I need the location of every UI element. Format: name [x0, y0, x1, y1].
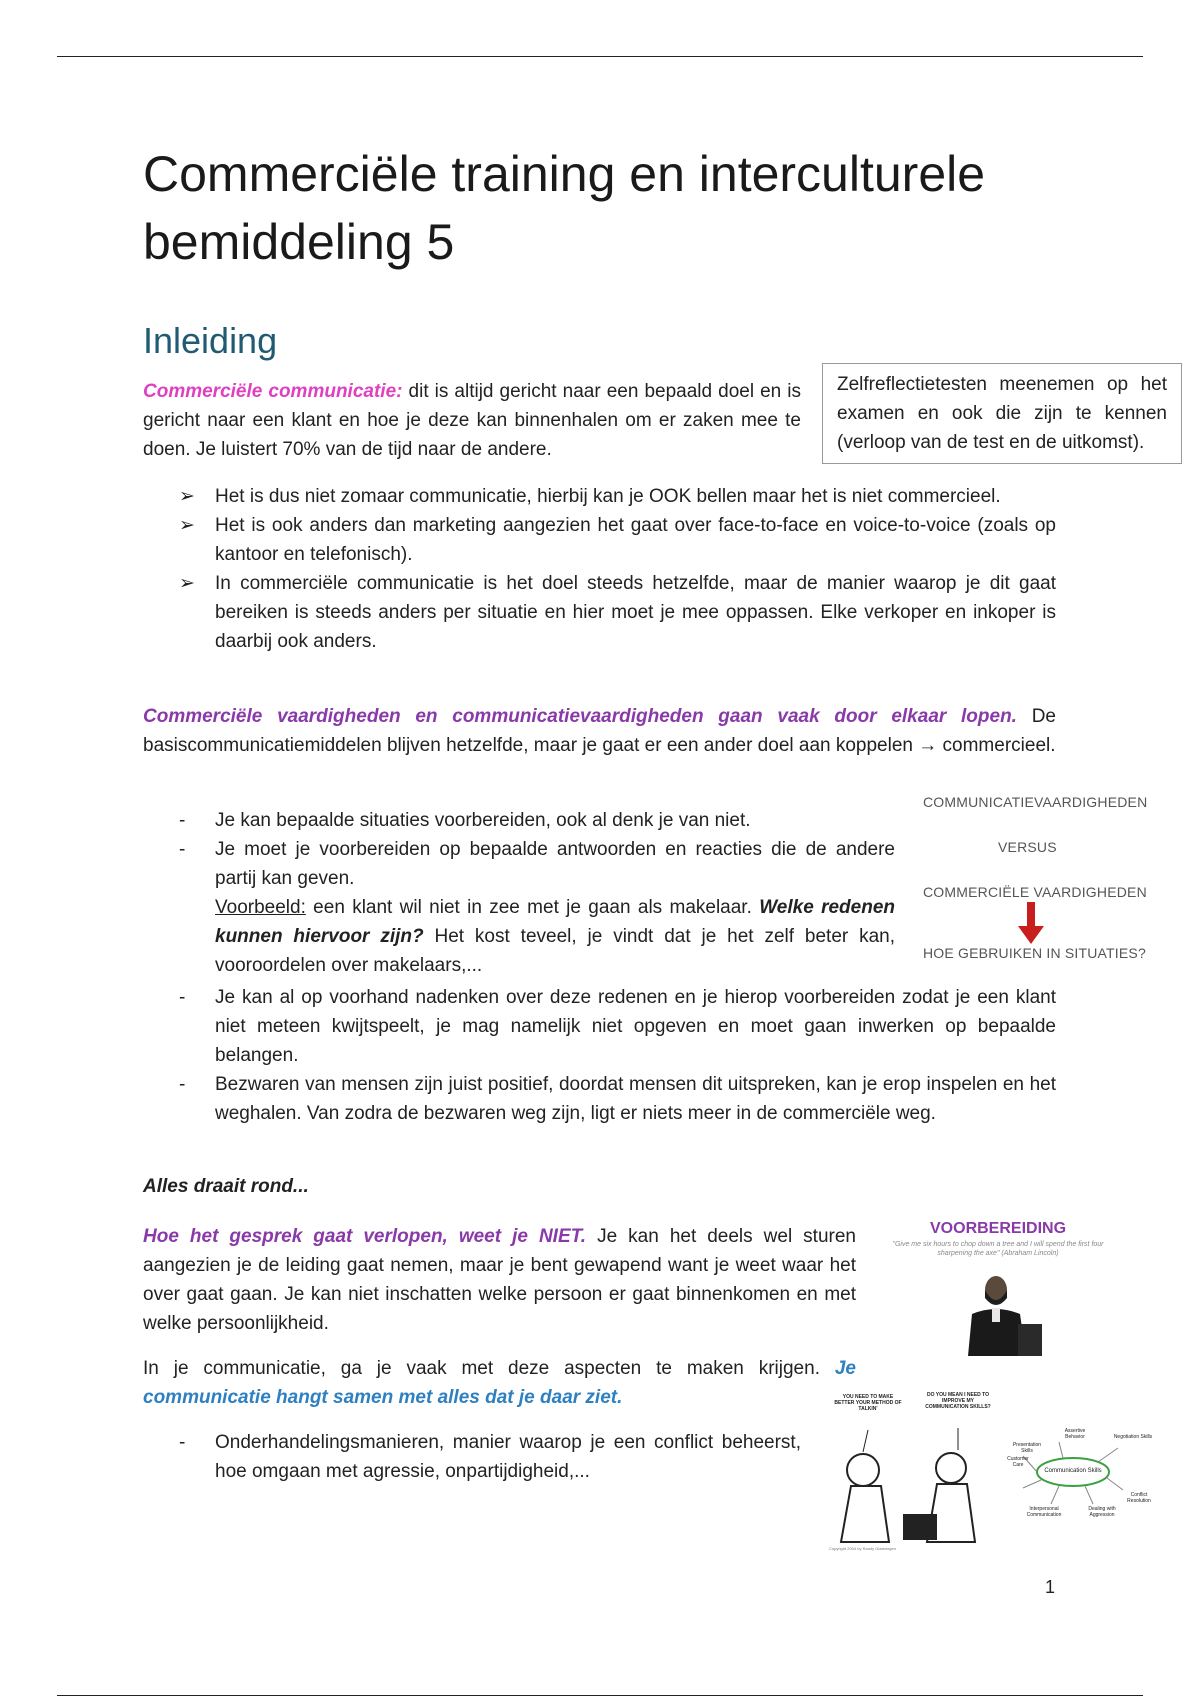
skills-text: De basiscommunicatiemiddelen blijven hetzelfde, maar je gaat er een ander doel aan koppelen → commercieel. — [143, 706, 1056, 756]
mindmap-node: Dealing with Aggression — [1088, 1506, 1116, 1518]
dash-bullet: - — [179, 1432, 186, 1453]
list-item: ➢ In commerciële communicatie is het doel steeds hetzelfde, maar de manier waarop je dit gaat bereiken is steeds anders per situatie en hier moet je mee oppassen. Elke verkoper en inkoper is daarbij ook anders. — [143, 569, 1056, 656]
example-label: Voorbeeld: — [215, 897, 306, 918]
top-rule — [57, 56, 1143, 57]
example-question: Welke redenen kunnen hiervoor zijn? — [215, 897, 895, 947]
mindmap-center: Communication Skills — [1044, 1468, 1102, 1474]
dash-bullet: - — [179, 1074, 186, 1095]
dash-list-b — [143, 983, 1056, 1128]
dash-bullet: - — [179, 810, 186, 831]
list-item: - Je kan bepaalde situaties voorbereiden, ook al denk je van niet. — [143, 806, 895, 835]
mindmap-node: Conflict Resolution — [1127, 1492, 1151, 1504]
down-arrow-icon — [1018, 902, 1044, 944]
voorbereiding-image — [878, 1218, 1118, 1358]
diagram-line-1: COMMUNICATIEVAARDIGHEDEN — [923, 794, 1148, 810]
diagram-line-4: HOE GEBRUIKEN IN SITUATIES? — [923, 945, 1146, 961]
list-item: - Je moet je voorbereiden op bepaalde antwoorden en reacties die de andere partij kan geven. Voorbeeld: een klant wil niet in zee met je gaan als makelaar. Welke redenen kunnen hiervoor zijn? Het kost teveel, je vindt dat je het zelf beter kan, vooroordelen over makelaars,... — [143, 835, 895, 980]
cartoon-bubble-2: DO YOU MEAN I NEED TO IMPROVE MY COMMUNICATION SKILLS? — [925, 1392, 991, 1410]
aspecten-highlight: Je communicatie hangt samen met alles dat je daar ziet. — [143, 1358, 856, 1408]
gesprek-paragraph — [143, 1222, 856, 1338]
section-heading: Inleiding — [143, 320, 278, 361]
list-item: ➢ Het is dus niet zomaar communicatie, hierbij kan je OOK bellen maar het is niet commercieel. — [143, 482, 1056, 511]
gesprek-heading: Hoe het gesprek gaat verlopen, weet je NIET. — [143, 1226, 587, 1247]
arrow-bullet-icon: ➢ — [179, 515, 195, 536]
cartoon-drawing — [823, 1392, 1163, 1557]
page-title: Commerciële training en interculturele bemiddeling 5 — [143, 146, 986, 270]
note-box: Zelfreflectietesten meenemen op het examen en ook die zijn te kennen (verloop van de test en de uitkomst). — [822, 363, 1182, 464]
voorbereiding-quote: "Give me six hours to chop down a tree and I will spend the first four sharpening the axe" (Abraham Lincoln) — [892, 1241, 1104, 1257]
dash-list-c — [143, 1428, 801, 1486]
gesprek-text: Je kan het deels wel sturen aangezien je de leiding gaat nemen, maar je bent gewapend want je weet waar het over gaat gaan. Je kan niet inschatten welke persoon er gaat binnenkomen en met welke persoonlijkheid. — [143, 1226, 856, 1334]
mindmap-node: Negotiation Skills — [1113, 1434, 1153, 1440]
skills-diagram — [905, 790, 1165, 970]
bottom-rule — [57, 1695, 1143, 1696]
mindmap-node: Assertive Behavior — [1064, 1428, 1086, 1440]
arrow-bullet-list — [143, 482, 1056, 656]
diagram-line-3: COMMERCIËLE VAARDIGHEDEN — [923, 884, 1147, 900]
cartoon-credit: Copyright 2004 by Randy Glasbergen — [829, 1546, 896, 1551]
dash-bullet: - — [179, 839, 186, 860]
communication-cartoon-image — [823, 1392, 1163, 1557]
cartoon-bubble-1: YOU NEED TO MAKE BETTER YOUR METHOD OF TALKIN' — [834, 1394, 902, 1412]
arrow-bullet-icon: ➢ — [179, 486, 195, 507]
aspecten-paragraph: In je communicatie, ga je vaak met deze aspecten te maken krijgen. Je communicatie hangt samen met alles dat je daar ziet. — [143, 1358, 856, 1408]
dash-list-a — [143, 806, 895, 980]
intro-text: dit is altijd gericht naar een bepaald doel en is gericht naar een klant en hoe je deze kan binnenhalen om er zaken mee te doen. Je luistert 70% van de tijd naar de andere. — [143, 381, 802, 460]
arrow-bullet-icon: ➢ — [179, 573, 195, 594]
skills-heading: Commerciële vaardigheden en communicatievaardigheden gaan vaak door elkaar lopen. — [143, 706, 1017, 727]
mindmap-node: Presentation Skills — [1012, 1442, 1042, 1454]
list-item: - Onderhandelingsmanieren, manier waarop je een conflict beheerst, hoe omgaan met agressie, onpartijdigheid,... — [143, 1428, 801, 1486]
page-number: 1 — [1045, 1577, 1056, 1597]
list-item: ➢ Het is ook anders dan marketing aangezien het gaat over face-to-face en voice-to-voice (zoals op kantoor en telefonisch). — [143, 511, 1056, 569]
intro-paragraph — [143, 377, 801, 464]
mindmap-node: Customer Care — [1007, 1456, 1029, 1468]
mindmap-node: Interpersonal Communication — [1026, 1506, 1062, 1518]
lincoln-portrait-image — [948, 1264, 1048, 1356]
alles-heading: Alles draait rond... — [143, 1176, 309, 1197]
voorbereiding-title: VOORBEREIDING — [930, 1220, 1067, 1237]
list-item: - Bezwaren van mensen zijn juist positief, doordat mensen dit uitspreken, kan je erop inspelen en het weghalen. Van zodra de bezwaren weg zijn, ligt er niets meer in de commerciële weg. — [143, 1070, 1056, 1128]
list-item: - Je kan al op voorhand nadenken over deze redenen en je hierop voorbereiden zodat je een klant niet meteen kwijtspeelt, je mag namelijk niet opgeven en moet gaan inwerken op bepaalde belangen. — [143, 983, 1056, 1070]
diagram-line-2: VERSUS — [998, 839, 1057, 855]
skills-paragraph — [143, 702, 1056, 760]
dash-bullet: - — [179, 987, 186, 1008]
intro-term: Commerciële communicatie: — [143, 381, 403, 402]
